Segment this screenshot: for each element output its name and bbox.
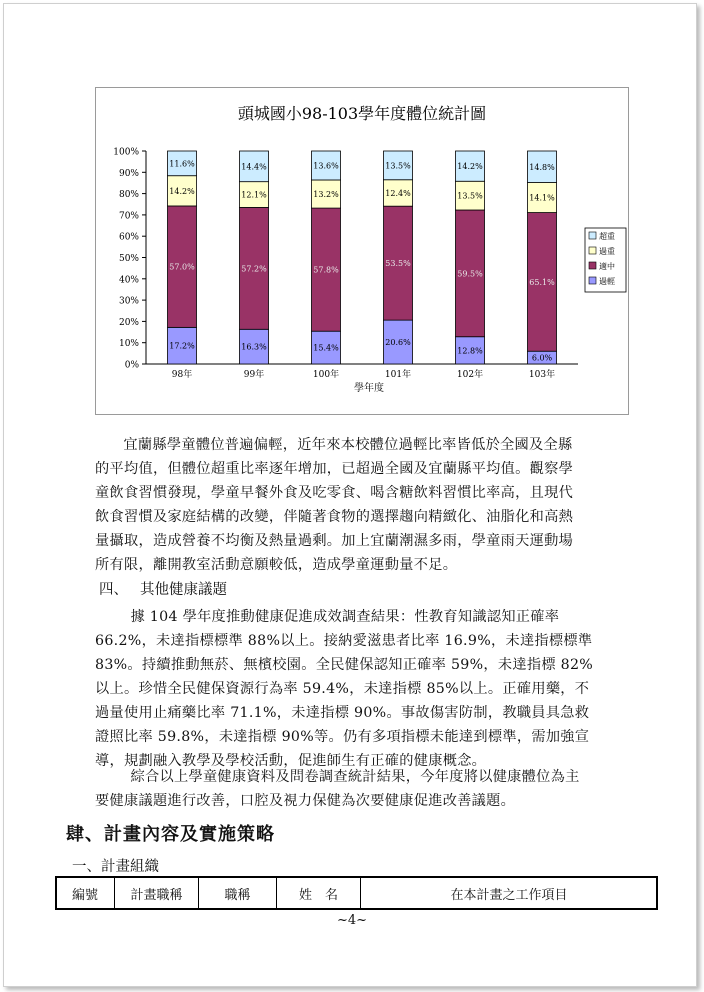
table-header-cell: 在本計畫之工作項目 — [361, 877, 658, 910]
x-tick-label: 98年 — [171, 370, 193, 380]
section-main-title: 肆、計畫內容及實施策略 — [66, 824, 275, 845]
data-label: 11.6% — [169, 159, 195, 169]
chart-canvas — [96, 88, 628, 414]
data-label: 6.0% — [531, 353, 553, 363]
paragraph-line: 據 104 學年度推動健康促進成效調查結果：性教育知識認知正確率 — [130, 609, 560, 625]
legend-label: 過重 — [599, 247, 615, 256]
paragraph-line: 過量使用止痛藥比率 71.1%，未達指標 90%。事故傷害防制，教職員具急救 — [95, 705, 590, 721]
x-tick-label: 100年 — [312, 370, 340, 380]
data-label: 12.8% — [457, 346, 483, 356]
paragraph-line: 66.2%，未達指標標準 88%以上。接納愛滋患者比率 16.9%，未達指標標準 — [95, 633, 593, 649]
data-label: 14.2% — [169, 186, 195, 196]
paragraph-line: 宜蘭縣學童體位普遍偏輕，近年來本校體位過輕比率皆低於全國及全縣 — [123, 437, 573, 453]
data-label: 59.5% — [457, 269, 483, 279]
paragraph-line: 飲食習慣及家庭結構的改變，伴隨著食物的選擇趨向精緻化、油脂化和高熱 — [95, 509, 574, 525]
y-tick-label: 50% — [118, 254, 139, 264]
x-tick-label: 102年 — [456, 370, 484, 380]
paragraph-health-survey — [95, 605, 637, 773]
data-label: 65.1% — [529, 277, 555, 287]
y-tick-label: 0% — [124, 360, 139, 371]
paragraph-line: 量攝取，造成營養不均衡及熱量過剩。加上宜蘭潮濕多雨，學童雨天運動場 — [95, 533, 574, 549]
paragraph-line: 所有限，離開教室活動意願較低，造成學童運動量不足。 — [95, 557, 458, 573]
table-header-cell: 計畫職稱 — [115, 877, 199, 910]
page-number: ~4~ — [336, 913, 368, 928]
legend-swatch — [589, 277, 596, 284]
legend-swatch — [589, 247, 596, 254]
paragraph-line: 導，規劃融入教學及學校活動，促進師生有正確的健康概念。 — [95, 753, 487, 769]
data-label: 13.6% — [313, 161, 339, 171]
paragraph-summary — [95, 765, 637, 813]
data-label: 57.8% — [313, 265, 339, 275]
data-label: 16.3% — [241, 342, 267, 352]
y-tick-label: 90% — [118, 168, 139, 179]
section-4-number: 四、 — [99, 582, 128, 598]
data-label: 20.6% — [385, 338, 411, 348]
x-tick-label: 103年 — [528, 370, 556, 380]
plan-organization-table — [55, 876, 658, 910]
paragraph-line: 證照比率 59.8%，未達指標 90%等。仍有多項指標未能達到標準，需加強宣 — [95, 729, 590, 745]
x-tick-label: 99年 — [243, 370, 265, 380]
paragraph-line: 以上。珍惜全民健保資源行為率 59.4%，未達指標 85%以上。正確用藥，不 — [95, 681, 590, 697]
data-label: 57.2% — [241, 264, 267, 274]
subsection-title: 一、計畫組織 — [72, 859, 159, 875]
data-label: 17.2% — [169, 341, 195, 351]
table-header-row — [56, 877, 658, 910]
data-label: 13.2% — [313, 190, 339, 200]
y-tick-label: 10% — [118, 339, 139, 350]
data-label: 12.1% — [241, 190, 267, 200]
legend-label: 適中 — [599, 262, 615, 271]
paragraph-line: 綜合以上學童健康資料及問卷調查統計結果，今年度將以健康體位為主 — [130, 769, 580, 785]
data-label: 12.4% — [385, 188, 411, 198]
table-header-cell: 編號 — [56, 877, 115, 910]
x-tick-label: 101年 — [384, 370, 412, 380]
legend-swatch — [589, 262, 596, 269]
data-label: 14.1% — [529, 193, 555, 203]
y-tick-label: 60% — [118, 232, 139, 243]
data-label: 15.4% — [313, 343, 339, 353]
section-4-title: 其他健康議題 — [140, 582, 227, 598]
y-tick-label: 80% — [118, 190, 139, 201]
data-label: 14.4% — [241, 162, 267, 172]
paragraph-body-weight — [95, 433, 637, 577]
legend-label: 超重 — [599, 232, 615, 241]
data-label: 53.5% — [385, 259, 411, 269]
paragraph-line: 要健康議題進行改善，口腔及視力保健為次要健康促進改善議題。 — [95, 793, 516, 809]
paragraph-line: 83%。持續推動無菸、無檳校園。全民健保認知正確率 59%，未達指標 82% — [95, 657, 594, 673]
y-tick-label: 70% — [118, 211, 139, 222]
data-label: 14.8% — [529, 162, 555, 172]
table-header-cell: 姓 名 — [277, 877, 361, 910]
x-axis-title: 學年度 — [354, 383, 384, 394]
y-tick-label: 40% — [118, 275, 139, 286]
body-composition-chart — [95, 87, 629, 415]
table-header-cell: 職稱 — [199, 877, 277, 910]
legend-swatch — [589, 232, 596, 239]
data-label: 57.0% — [169, 262, 195, 272]
paragraph-line: 的平均值，但體位超重比率逐年增加，已超過全國及宜蘭縣平均值。觀察學 — [95, 461, 574, 477]
y-tick-label: 30% — [118, 296, 139, 307]
paragraph-line: 童飲食習慣發現，學童早餐外食及吃零食、喝含糖飲料習慣比率高，且現代 — [95, 485, 574, 501]
legend-label: 過輕 — [599, 277, 615, 286]
y-tick-label: 20% — [118, 317, 139, 328]
chart-title: 頭城國小98-103學年度體位統計圖 — [237, 104, 487, 123]
y-tick-label: 100% — [113, 147, 139, 158]
data-label: 13.5% — [457, 191, 483, 201]
data-label: 14.2% — [457, 162, 483, 172]
plot-area — [146, 151, 578, 364]
data-label: 13.5% — [385, 161, 411, 171]
